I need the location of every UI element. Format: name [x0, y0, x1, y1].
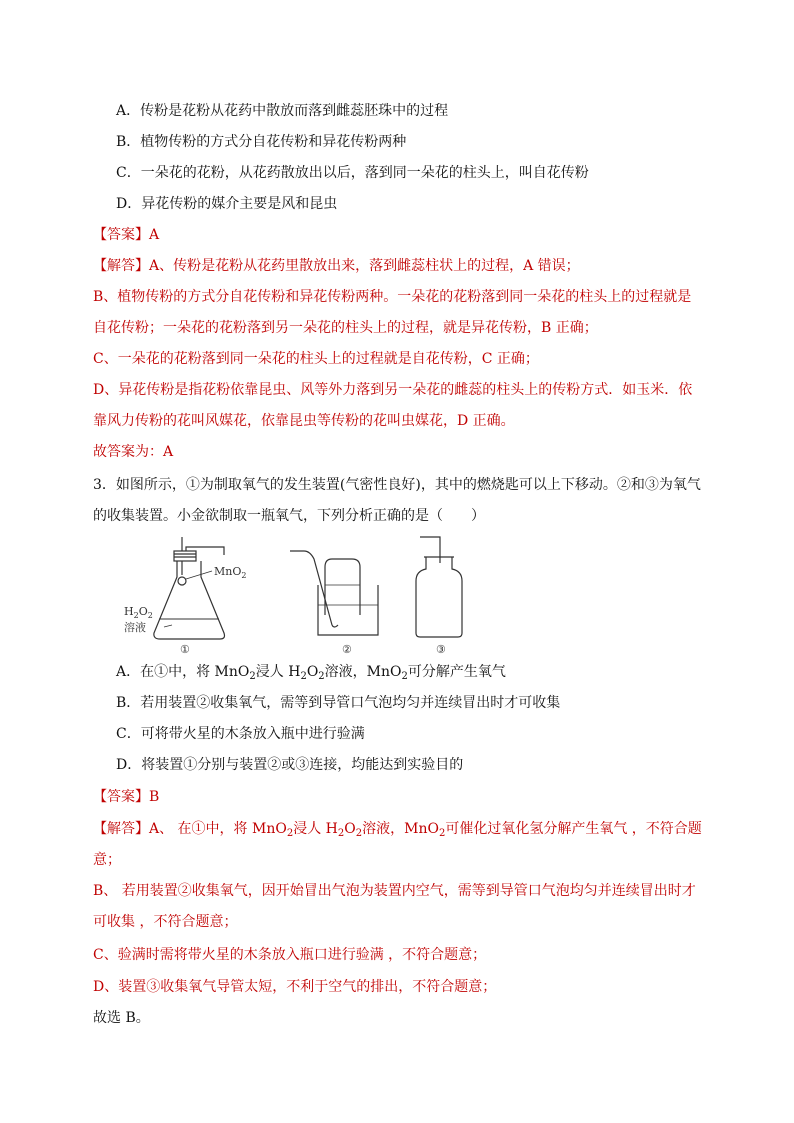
q2-analysis-line: C、一朵花的花粉落到同一朵花的柱头上的过程就是自花传粉，C 正确； — [93, 351, 539, 367]
label-apparatus-3: ③ — [436, 643, 446, 655]
q3-analysis-line: 可收集 ，不符合题意； — [93, 914, 238, 930]
q2-option-d: D．异花传粉的媒介主要是风和昆虫 — [116, 196, 338, 212]
q2-analysis-line: 靠风力传粉的花叫风媒花，依靠昆虫等传粉的花叫虫媒花，D 正确。 — [93, 413, 515, 429]
q2-analysis-line: D、异花传粉是指花粉依靠昆虫、风等外力落到另一朵花的雌蕊的柱头上的传粉方式．如玉米．依 — [93, 382, 693, 398]
inverted-bottle — [325, 559, 360, 615]
bottle-tube — [420, 537, 440, 563]
q3-analysis-line: 意； — [93, 852, 121, 868]
answer-value: A — [149, 227, 160, 243]
q3-stem-line: 的收集装置。小金欲制取一瓶氧气，下列分析正确的是（ ） — [93, 508, 485, 524]
q3-option-c: C．可将带火星的木条放入瓶中进行验满 — [116, 726, 365, 742]
q3-final-line: 故选 B。 — [93, 1010, 150, 1026]
q2-analysis-line: 故答案为：A — [93, 444, 174, 460]
q3-stem-line: 3．如图所示，①为制取氧气的发生装置(气密性良好)，其中的燃烧匙可以上下移动。②和③为氧气 — [93, 477, 701, 493]
bottle-body — [416, 557, 462, 637]
q2-analysis-line: B、植物传粉的方式分自花传粉和异花传粉两种。一朵花的花粉落到同一朵花的柱头上的过程就是 — [93, 289, 692, 305]
q3-option-d: D．将装置①分别与装置②或③连接，均能达到实验目的 — [116, 757, 464, 773]
answer-tag: 【答案】 — [93, 789, 149, 805]
lab-apparatus-figure — [120, 533, 480, 655]
q3-analysis-line: D、装置③收集氧气导管太短，不利于空气的排出，不符合题意； — [93, 979, 497, 995]
label-apparatus-2: ② — [342, 643, 352, 655]
answer-tag: 【答案】 — [93, 227, 149, 243]
q2-option-c: C．一朵花的花粉，从花药散放出以后，落到同一朵花的柱头上，叫自花传粉 — [116, 165, 589, 181]
label-solution: 溶液 — [124, 621, 146, 634]
trough — [318, 585, 378, 635]
q3-analysis-line: C、验满时需将带火星的木条放入瓶口进行验满 ，不符合题意； — [93, 947, 487, 963]
apparatus-3-gas-bottle — [416, 537, 462, 637]
q2-answer — [93, 225, 159, 245]
q2-analysis-line — [93, 256, 580, 276]
q3-analysis-line: 【解答】A、 在①中，将 MnO$_2$浸人 $H_2O_2$溶液，MnO$_2$可催化过氧化氢分解产生氧气 ，不符合题 — [93, 821, 702, 839]
q3-answer — [93, 787, 159, 807]
label-apparatus-1: ① — [180, 643, 190, 655]
answer-value: B — [149, 789, 160, 805]
q3-option-b: B．若用装置②收集氧气，需等到导管口气泡均匀并连续冒出时才可收集 — [116, 695, 561, 711]
label-h2o2: $H_2O_2$ — [124, 605, 153, 620]
analysis-tag: 【解答】 — [93, 258, 149, 274]
apparatus-1-flask — [154, 537, 225, 639]
q2-option-a: A．传粉是花粉从花药中散放而落到雌蕊胚珠中的过程 — [116, 103, 449, 119]
apparatus-2-water-trough — [290, 551, 378, 635]
apparatus-diagram — [120, 533, 480, 655]
q2-analysis-line: 自花传粉；一朵花的花粉落到另一朵花的柱头上的过程，就是异花传粉，B 正确； — [93, 320, 598, 336]
analysis-text: A、传粉是花粉从花药里散放出来，落到雌蕊柱状上的过程，A 错误； — [149, 258, 580, 274]
q3-analysis-line: B、 若用装置②收集氧气，因开始冒出气泡为装置内空气，需等到导管口气泡均匀并连续冒出时才 — [93, 883, 696, 899]
rubber-stopper — [174, 551, 196, 561]
q3-option-a: A．在①中，将 MnO$_2$浸人 $H_2O_2$溶液，MnO$_2$可分解产生氧气 — [116, 664, 506, 682]
q2-option-b: B．植物传粉的方式分自花传粉和异花传粉两种 — [116, 134, 407, 150]
label-mno2: MnO$_2$ — [214, 565, 247, 580]
analysis-tag: 【解答】 — [93, 821, 149, 837]
mno2-spoon — [178, 577, 186, 585]
